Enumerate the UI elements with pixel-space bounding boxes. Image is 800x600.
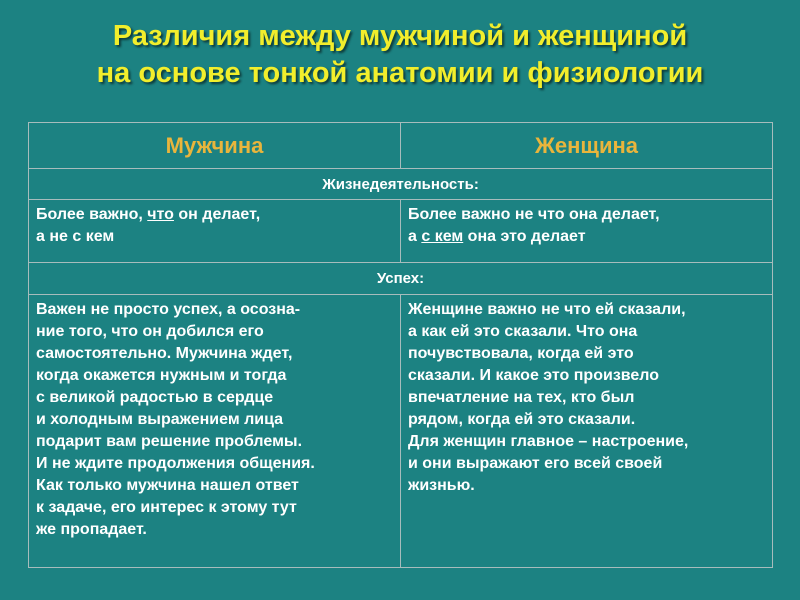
text-line: Более важно не что она делает, [408,206,660,223]
cell-man-success [29,295,401,568]
text-line: Как только мужчина нашел ответ [36,477,299,494]
header-woman: Женщина [401,123,773,169]
header-man: Мужчина [29,123,401,169]
text-line: а не с кем [36,228,115,245]
table-header-row [29,123,773,169]
comparison-table [28,122,773,568]
text-line: же пропадает. [36,521,147,538]
text-line: рядом, когда ей это сказали. [408,411,636,428]
text-line: Для женщин главное – настроение, [408,433,689,450]
text-line: а как ей это сказали. Что она [408,323,638,340]
text-line: Важен не просто успех, а осозна- [36,301,301,318]
text-line: подарит вам решение проблемы. [36,433,303,450]
text-line: впечатление на тех, кто был [408,389,635,406]
section-label-vital-activity: Жизнедеятельность: [29,169,773,200]
text-line: И не ждите продолжения общения. [36,455,315,472]
text-line: сказали. И какое это произвело [408,367,660,384]
slide-title-line-2: на основе тонкой анатомии и физиологии [96,57,704,89]
text-line: Женщине важно не что ей сказали, [408,301,686,318]
text-line: почувствовала, когда ей это [408,345,634,362]
text-line: когда окажется нужным и тогда [36,367,287,384]
text-line: самостоятельно. Мужчина ждет, [36,345,293,362]
text-line: к задаче, его интерес к этому тут [36,499,297,516]
section-row-vital-activity [29,169,773,200]
table-row [29,295,773,568]
text-line: ние того, что он добился его [36,323,264,340]
section-row-success [29,263,773,295]
cell-woman-vital-activity [401,200,773,263]
text-line: а с кем она это делает [408,228,586,245]
text-line: и они выражают его всей своей [408,455,663,472]
text-line: и холодным выражением лица [36,411,284,428]
cell-man-vital-activity [29,200,401,263]
slide-title-line-1: Различия между мужчиной и женщиной [112,20,688,52]
text-line: Более важно, что он делает, [36,206,261,223]
text-line: с великой радостью в сердце [36,389,274,406]
cell-woman-success [401,295,773,568]
underlined-word: что [147,206,174,223]
section-label-success: Успех: [29,263,773,295]
text-line: жизнью. [408,477,475,494]
table-row [29,200,773,263]
slide-title [0,18,800,92]
underlined-word: с кем [421,228,464,245]
